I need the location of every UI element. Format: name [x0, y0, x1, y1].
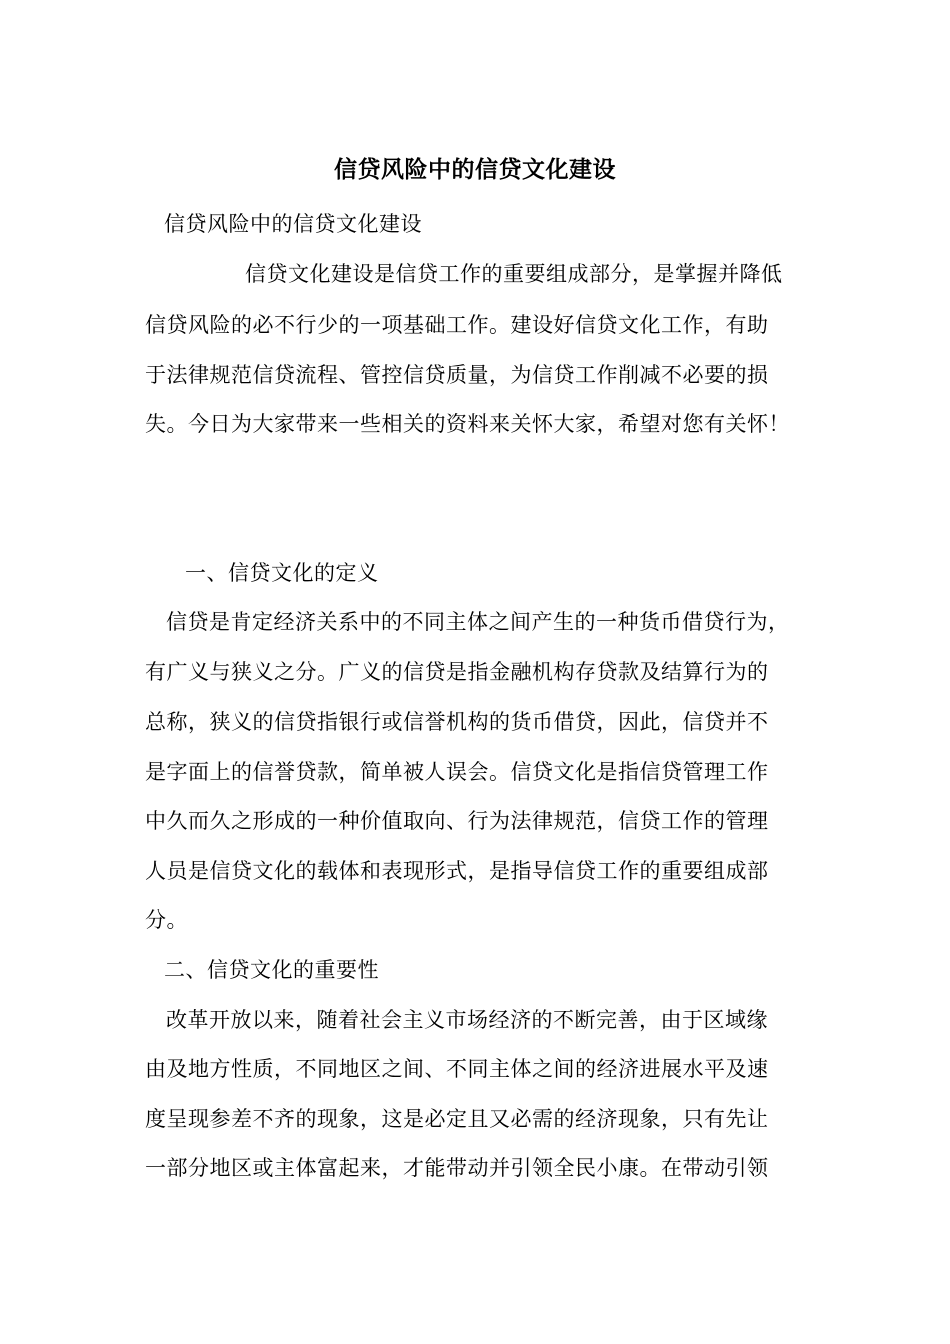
section-heading: 二、信贷文化的重要性 [164, 958, 379, 982]
paragraph-line: 信贷风险的必不行少的一项基础工作。建设好信贷文化工作，有助 [145, 313, 769, 337]
paragraph-line: 信贷是肯定经济关系中的不同主体之间产生的一种货币借贷行为， [166, 610, 790, 634]
paragraph-line: 是字面上的信誉贷款，简单被人误会。信贷文化是指信贷管理工作 [145, 760, 769, 784]
paragraph-line: 有广义与狭义之分。广义的信贷是指金融机构存贷款及结算行为的 [145, 660, 769, 684]
subtitle-line: 信贷风险中的信贷文化建设 [164, 212, 422, 236]
paragraph-line: 信贷文化建设是信贷工作的重要组成部分，是掌握并降低 [245, 262, 783, 286]
paragraph-line: 由及地方性质，不同地区之间、不同主体之间的经济进展水平及速 [145, 1057, 769, 1081]
paragraph-line: 改革开放以来，随着社会主义市场经济的不断完善，由于区域缘 [166, 1008, 768, 1032]
paragraph-line: 失。今日为大家带来一些相关的资料来关怀大家，希望对您有关怀！ [145, 412, 790, 436]
paragraph-line: 度呈现参差不齐的现象，这是必定且又必需的经济现象，只有先让 [145, 1107, 769, 1131]
document-title: 信贷风险中的信贷文化建设 [334, 156, 616, 183]
paragraph-line: 于法律规范信贷流程、管控信贷质量，为信贷工作削减不必要的损 [145, 363, 769, 387]
paragraph-line: 分。 [145, 908, 188, 932]
paragraph-line: 中久而久之形成的一种价值取向、行为法律规范，信贷工作的管理 [145, 809, 769, 833]
paragraph-line: 一部分地区或主体富起来，才能带动并引领全民小康。在带动引领 [145, 1156, 769, 1180]
paragraph-line: 总称，狭义的信贷指银行或信誉机构的货币借贷，因此，信贷并不 [145, 710, 769, 734]
section-heading: 一、信贷文化的定义 [185, 561, 379, 585]
paragraph-line: 人员是信贷文化的载体和表现形式，是指导信贷工作的重要组成部 [145, 859, 769, 883]
